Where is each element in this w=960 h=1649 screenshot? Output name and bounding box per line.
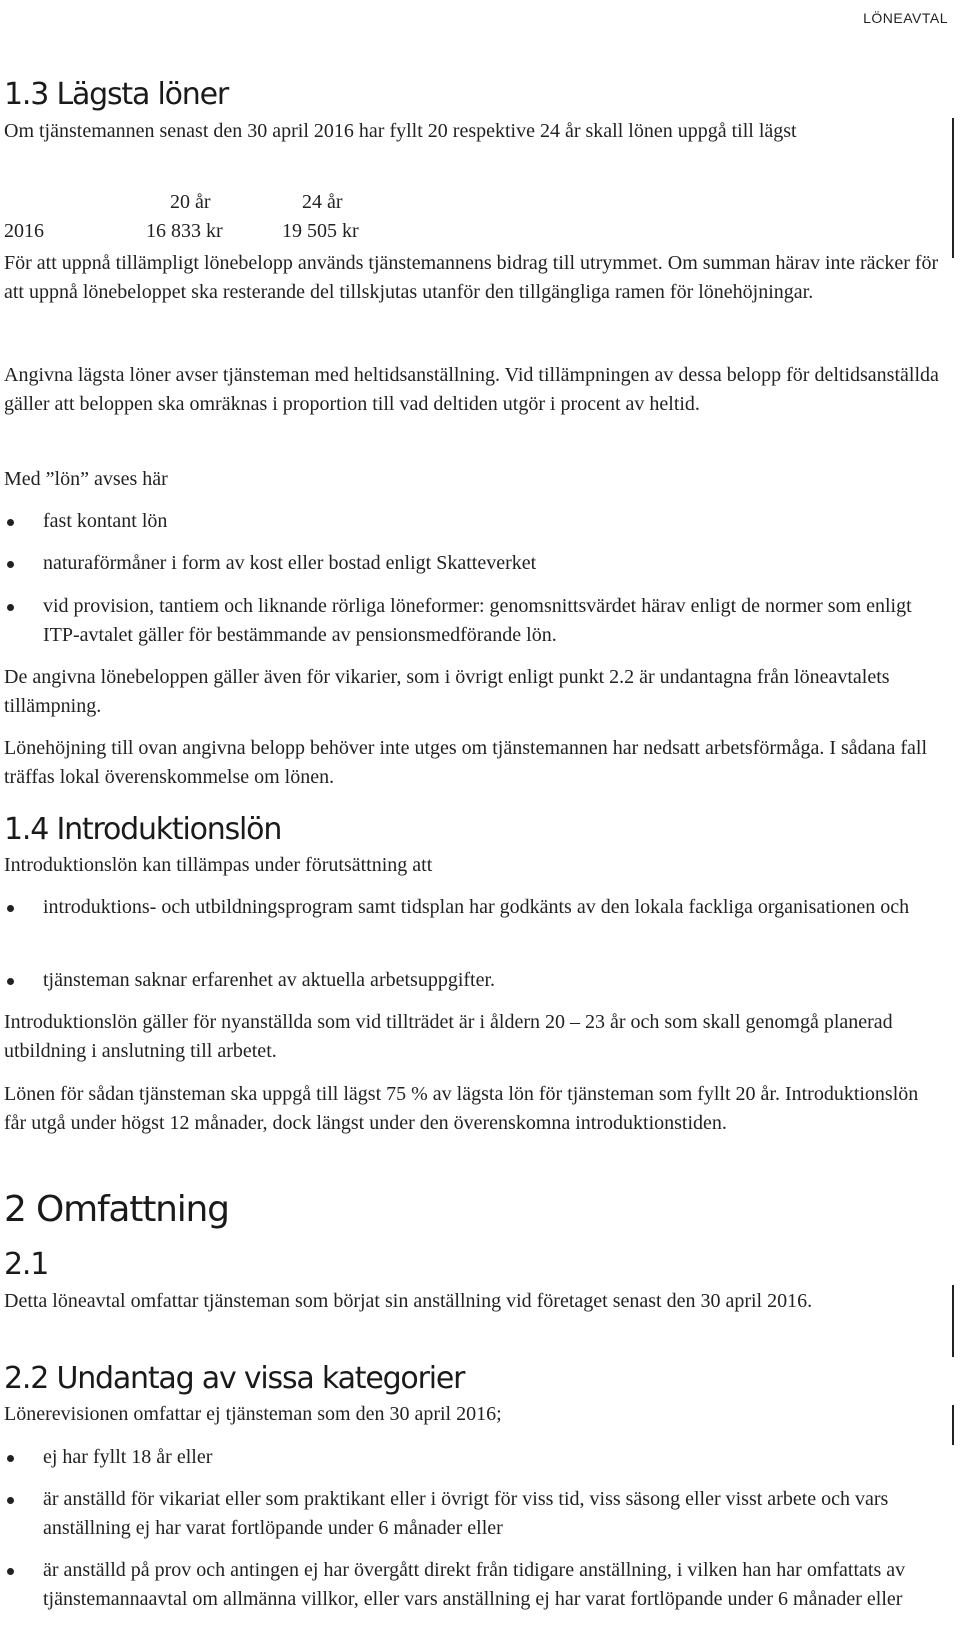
list-item bbox=[4, 893, 939, 922]
paragraph: Angivna lägsta löner avser tjänsteman med heltidsanställning. Vid tillämpningen av dessa belopp för deltidsanställda gäller att beloppen ska omräknas i proportion till vad deltiden utgör i procent av heltid. bbox=[4, 364, 939, 415]
change-bar bbox=[952, 1405, 954, 1445]
table-value-24: 19 505 kr bbox=[282, 220, 359, 242]
bullet-icon bbox=[7, 1568, 14, 1575]
list-item-text: ej har fyllt 18 år eller bbox=[43, 1446, 213, 1468]
minimum-wage-table bbox=[4, 188, 424, 246]
table-year: 2016 bbox=[4, 220, 44, 242]
bullet-icon bbox=[7, 519, 14, 526]
list-item bbox=[4, 549, 939, 578]
bullet-icon bbox=[7, 978, 14, 985]
table-value-20: 16 833 kr bbox=[146, 220, 223, 242]
paragraph: För att uppnå tillämpligt lönebelopp används tjänstemannens bidrag till utrymmet. Om summan härav inte räcker för att uppnå lönebeloppet ska resterande del tillskjutas utanför den tillgängliga ramen för lönehöjningar. bbox=[4, 252, 939, 303]
section-heading-2-2: 2.2 Undantag av vissa kategorier bbox=[4, 1361, 465, 1396]
list-item-text: naturaförmåner i form av kost eller bostad enligt Skatteverket bbox=[43, 552, 537, 574]
change-bar bbox=[952, 1285, 954, 1357]
paragraph: Lönerevisionen omfattar ej tjänsteman som den 30 april 2016; bbox=[4, 1403, 502, 1425]
table-row bbox=[4, 217, 424, 246]
list-item bbox=[4, 1485, 939, 1543]
table-header-20: 20 år bbox=[170, 191, 211, 213]
paragraph: Lönen för sådan tjänsteman ska uppgå till lägst 75 % av lägsta lön för tjänsteman som fyllt 20 år. Introduktionslön får utgå under högst 12 månader, dock längst under den överenskomna introduktionstiden. bbox=[4, 1083, 919, 1134]
list-item-text: vid provision, tantiem och liknande rörliga löneformer: genomsnittsvärdet härav enligt de normer som enligt ITP-avtalet gäller för bestämmande av pensionsmedförande lön. bbox=[43, 595, 912, 646]
running-header: LÖNEAVTAL bbox=[863, 10, 948, 26]
paragraph: Med ”lön” avses här bbox=[4, 468, 168, 490]
paragraph: Lönehöjning till ovan angivna belopp behöver inte utges om tjänstemannen har nedsatt arbetsförmåga. I sådana fall träffas lokal överenskommelse om lönen. bbox=[4, 737, 928, 788]
section-heading-1-3: 1.3 Lägsta löner bbox=[4, 77, 228, 112]
list-item-text: tjänsteman saknar erfarenhet av aktuella arbetsuppgifter. bbox=[43, 969, 496, 991]
bullet-icon bbox=[7, 561, 14, 568]
paragraph: Introduktionslön gäller för nyanställda som vid tillträdet är i åldern 20 – 23 år och som skall genomgå planerad utbildning i anslutning till arbetet. bbox=[4, 1011, 893, 1062]
list-item bbox=[4, 966, 939, 995]
bullet-icon bbox=[7, 1455, 14, 1462]
bullet-icon bbox=[7, 1497, 14, 1504]
paragraph: Om tjänstemannen senast den 30 april 2016 har fyllt 20 respektive 24 år skall lönen uppgå till lägst bbox=[4, 120, 797, 142]
bullet-icon bbox=[7, 905, 14, 912]
paragraph: Detta löneavtal omfattar tjänsteman som börjat sin anställning vid företaget senast den 30 april 2016. bbox=[4, 1290, 813, 1312]
list-item bbox=[4, 507, 939, 536]
list-item-text: fast kontant lön bbox=[43, 510, 168, 532]
chapter-heading-2: 2 Omfattning bbox=[4, 1189, 229, 1230]
list-item bbox=[4, 592, 939, 650]
list-item bbox=[4, 1556, 939, 1614]
section-heading-2-1: 2.1 bbox=[4, 1247, 49, 1282]
table-header-24: 24 år bbox=[302, 191, 343, 213]
change-bar bbox=[952, 118, 954, 258]
paragraph: Introduktionslön kan tillämpas under förutsättning att bbox=[4, 854, 433, 876]
section-heading-1-4: 1.4 Introduktionslön bbox=[4, 812, 282, 847]
bullet-icon bbox=[7, 604, 14, 611]
table-header-row bbox=[4, 188, 424, 217]
list-item-text: introduktions- och utbildningsprogram samt tidsplan har godkänts av den lokala fackliga organisationen och bbox=[43, 896, 910, 918]
list-item-text: är anställd för vikariat eller som praktikant eller i övrigt för viss tid, viss säsong eller visst arbete och vars anställning ej har varat fortlöpande under 6 månader eller bbox=[43, 1488, 889, 1539]
paragraph: De angivna lönebeloppen gäller även för vikarier, som i övrigt enligt punkt 2.2 är undantagna från löneavtalets tillämpning. bbox=[4, 666, 890, 717]
list-item-text: är anställd på prov och antingen ej har övergått direkt från tidigare anställning, i vilken han har omfattats av tjänstemannaavtal om allmänna villkor, eller vars anställning ej har varat fortlöpande under 6 månader eller bbox=[43, 1559, 906, 1610]
list-item bbox=[4, 1443, 939, 1472]
